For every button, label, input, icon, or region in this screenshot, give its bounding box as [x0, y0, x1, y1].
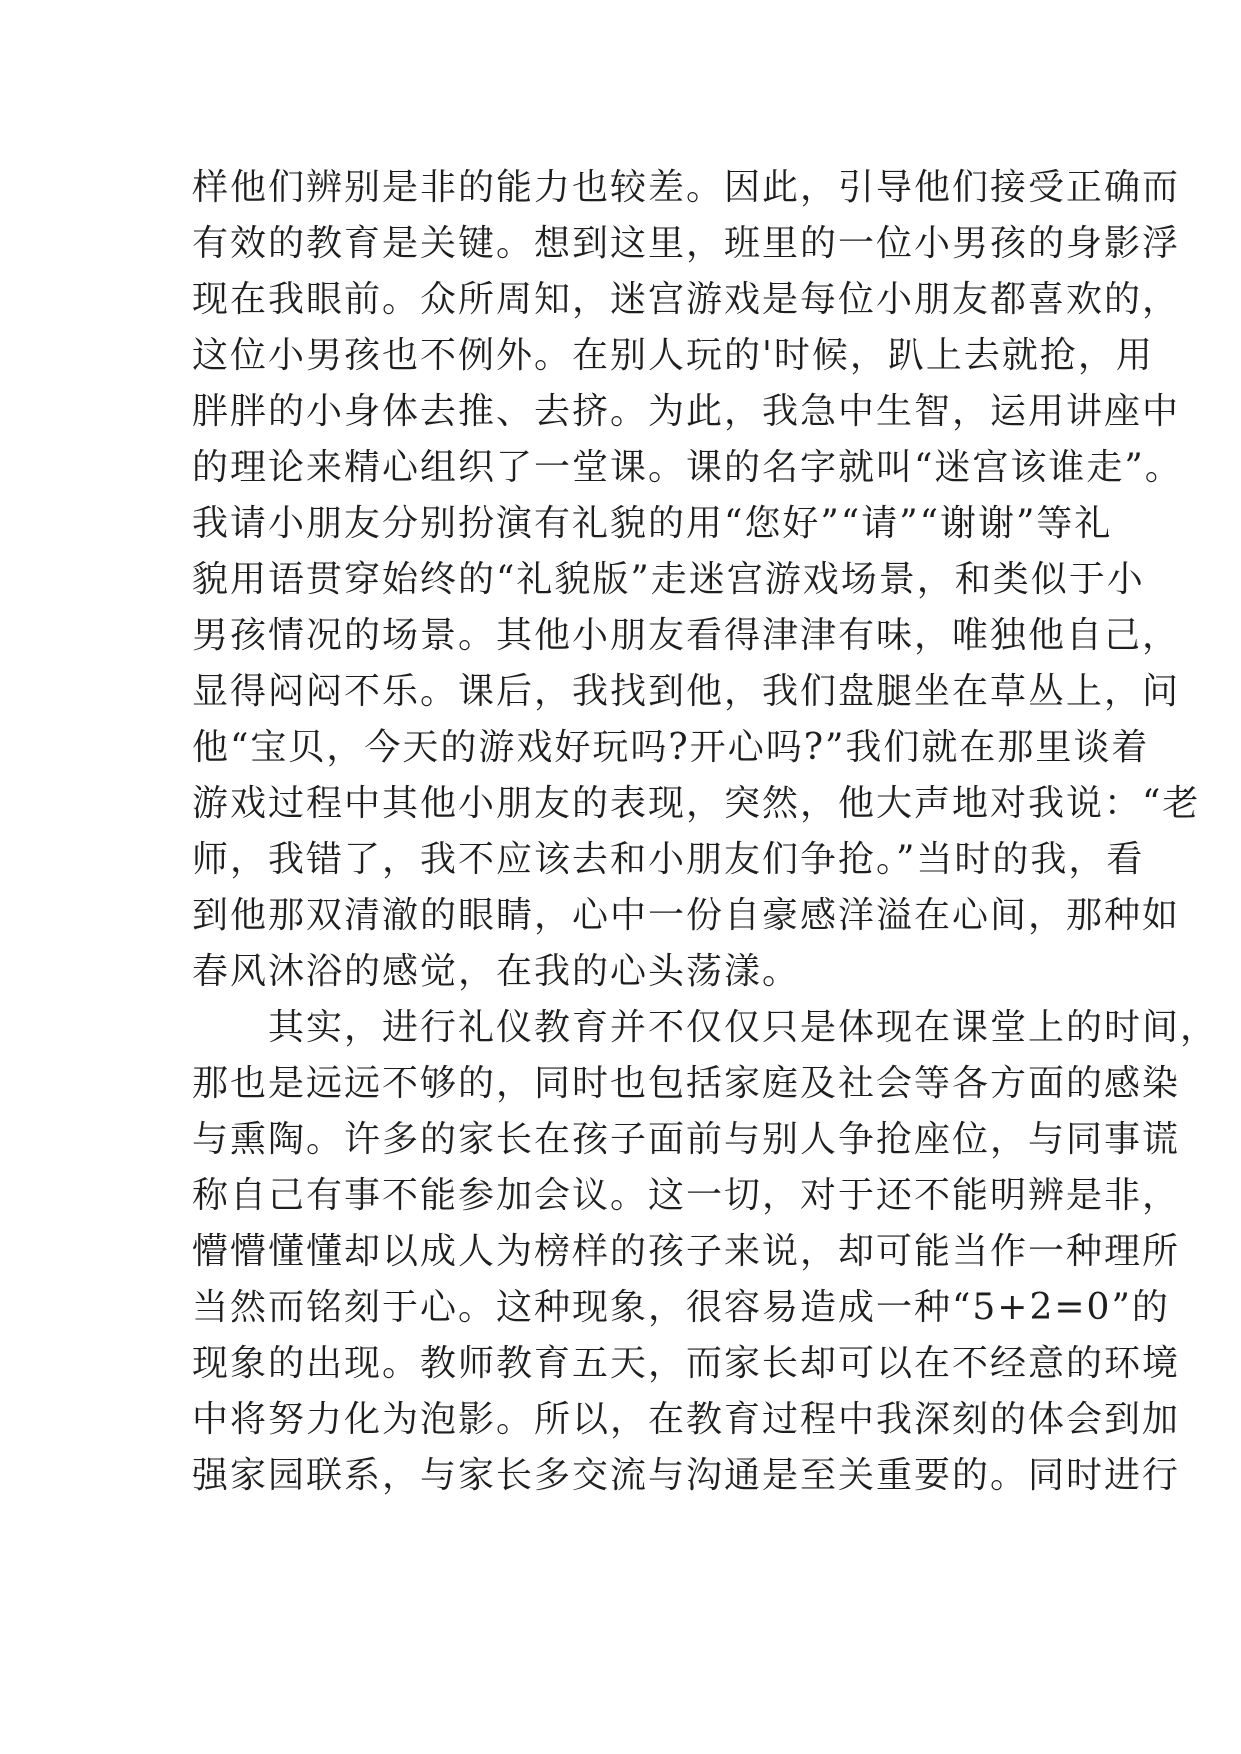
- text-line: 当然而铭刻于心。这种现象，很容易造成一种“5+2=0”的: [192, 1287, 1170, 1328]
- text-line: 胖胖的小身体去推、去挤。为此，我急中生智，运用讲座中: [192, 391, 1181, 432]
- text-line: 其实，进行礼仪教育并不仅仅只是体现在课堂上的时间，: [192, 1007, 1219, 1048]
- text-line: 强家园联系，与家长多交流与沟通是至关重要的。同时进行: [192, 1455, 1181, 1496]
- text-line: 貌用语贯穿始终的“礼貌版”走迷宫游戏场景，和类似于小: [192, 559, 1145, 600]
- paragraph-1: [192, 160, 1201, 1000]
- text-line: 样他们辨别是非的能力也较差。因此，引导他们接受正确而: [192, 167, 1181, 208]
- text-line: 现象的出现。教师教育五天，而家长却可以在不经意的环境: [192, 1343, 1181, 1384]
- text-line: 那也是远远不够的，同时也包括家庭及社会等各方面的感染: [192, 1063, 1181, 1104]
- text-line: 男孩情况的场景。其他小朋友看得津津有味，唯独他自己，: [192, 615, 1181, 656]
- text-line: 懵懵懂懂却以成人为榜样的孩子来说，却可能当作一种理所: [192, 1231, 1181, 1272]
- text-line: 他“宝贝，今天的游戏好玩吗?开心吗?”我们就在那里谈着: [192, 727, 1150, 768]
- text-line: 中将努力化为泡影。所以，在教育过程中我深刻的体会到加: [192, 1399, 1181, 1440]
- text-line: 我请小朋友分别扮演有礼貌的用“您好”“请”“谢谢”等礼: [192, 503, 1113, 544]
- text-line: 这位小男孩也不例外。在别人玩的'时候，趴上去就抢，用: [192, 335, 1154, 376]
- text-line: 游戏过程中其他小朋友的表现，突然，他大声地对我说：“老: [192, 783, 1201, 824]
- text-line: 有效的教育是关键。想到这里，班里的一位小男孩的身影浮: [192, 223, 1181, 264]
- text-line: 师，我错了，我不应该去和小朋友们争抢。”当时的我，看: [192, 839, 1145, 880]
- text-line: 的理论来精心组织了一堂课。课的名字就叫“迷宫该谁走”。: [192, 447, 1183, 488]
- text-line: 显得闷闷不乐。课后，我找到他，我们盘腿坐在草丛上，问: [192, 671, 1181, 712]
- paragraph-2: [192, 1000, 1219, 1504]
- text-line: 现在我眼前。众所周知，迷宫游戏是每位小朋友都喜欢的，: [192, 279, 1181, 320]
- text-line: 春风沐浴的感觉，在我的心头荡漾。: [192, 951, 801, 992]
- text-line: 与熏陶。许多的家长在孩子面前与别人争抢座位，与同事谎: [192, 1119, 1181, 1160]
- text-line: 到他那双清澈的眼睛，心中一份自豪感洋溢在心间，那种如: [192, 895, 1181, 936]
- text-line: 称自己有事不能参加会议。这一切，对于还不能明辨是非，: [192, 1175, 1181, 1216]
- document-body: [192, 160, 1219, 1504]
